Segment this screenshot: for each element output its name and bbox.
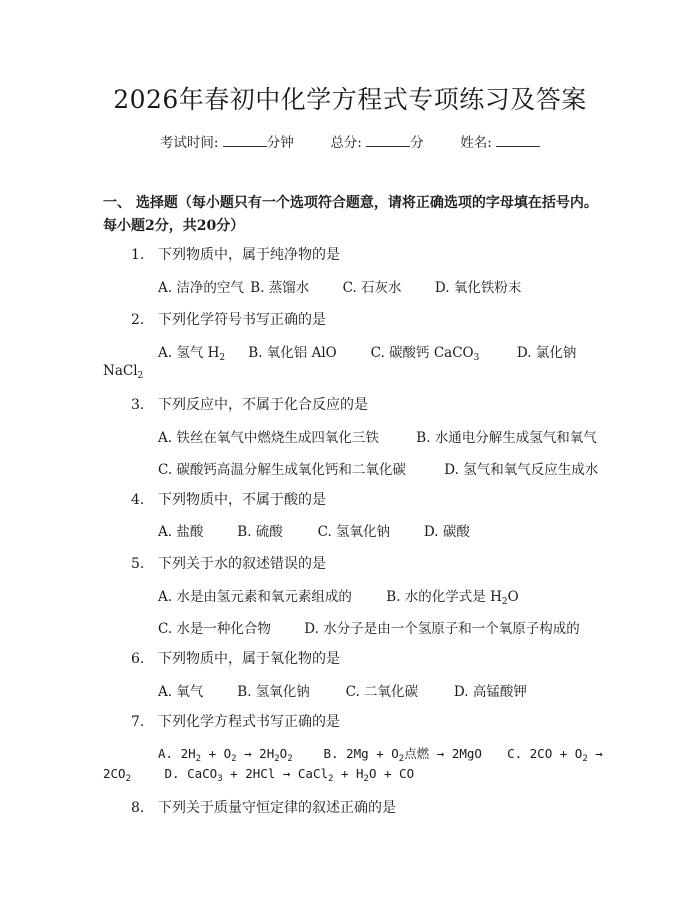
option-c[interactable]: C. 碳酸钙 CaCO$_3$ [370, 345, 480, 363]
section-heading [103, 192, 623, 238]
option-d[interactable]: D. 碳酸 [423, 524, 470, 540]
option-d[interactable]: D. CaCO$_3$ + 2HCl → CaCl$_2$ + $H_2O$ + CO [164, 766, 415, 784]
question-5-options-row2 [158, 617, 580, 637]
question-4: 4. 下列物质中，不属于酸的是 [131, 492, 326, 508]
option-a[interactable]: A. $2H_2 + O_2 \to 2H_2O_2$ [158, 746, 293, 764]
question-2: 2. 下列化学符号书写正确的是 [131, 312, 326, 328]
option-c[interactable]: C. 二氧化碳 [345, 684, 419, 700]
option-c[interactable]: C. 水是一种化合物 [158, 621, 271, 637]
option-b[interactable]: B. 氧化铝 AlO [248, 345, 337, 361]
option-b[interactable]: B. $2Mg + O_2$点燃 → 2MgO [323, 746, 482, 764]
option-c[interactable]: C. 氢氧化钠 [317, 524, 391, 540]
name-label: 姓名: [460, 135, 492, 151]
option-b[interactable]: B. 硫酸 [237, 524, 283, 540]
option-d[interactable]: D. 高锰酸钾 [453, 684, 527, 700]
question-7-options-row1 [158, 744, 603, 762]
option-d[interactable]: D. 氢气和氧气反应生成水 [444, 462, 599, 478]
score-blank[interactable] [366, 134, 410, 147]
option-d[interactable]: D. 氧化铁粉末 [434, 280, 522, 296]
question-1: 1. 下列物质中，属于纯净物的是 [131, 247, 340, 263]
option-c[interactable]: C. 碳酸钙高温分解生成氧化钙和二氧化碳 [158, 462, 406, 478]
question-8: 8. 下列关于质量守恒定律的叙述正确的是 [131, 800, 396, 816]
time-label: 考试时间: [159, 135, 219, 151]
option-c[interactable]: C. 石灰水 [342, 280, 402, 296]
option-d[interactable]: D. 氯化钠 [516, 345, 577, 361]
question-2-options [158, 341, 576, 361]
score-unit: 分 [410, 135, 424, 151]
option-c-cont: $2CO_2$ [103, 766, 131, 784]
option-a[interactable]: A. 盐酸 [158, 524, 204, 540]
option-a[interactable]: A. 水是由氢元素和氧元素组成的 [158, 589, 352, 605]
option-a[interactable]: A. 洁净的空气 [158, 280, 244, 296]
question-5-options-row1 [158, 585, 519, 605]
option-b[interactable]: B. 氢氧化钠 [237, 684, 310, 700]
question-3: 3. 下列反应中，不属于化合反应的是 [131, 397, 368, 413]
name-blank[interactable] [496, 134, 540, 147]
question-7-options-row2 [103, 766, 415, 784]
option-b[interactable]: B. 水通电分解生成氢气和氧气 [416, 430, 597, 446]
score-label: 总分: [330, 135, 362, 151]
option-b[interactable]: B. 水的化学式是 $H_2O$ [386, 589, 519, 607]
section-heading-line2: 每小题2分，共20分） [103, 218, 245, 234]
question-3-options-row2 [158, 458, 598, 478]
question-3-options-row1 [158, 426, 597, 446]
section-heading-line1: 一、 选择题（每小题只有一个选项符合题意，请将正确选项的字母填在括号内。 [103, 195, 598, 211]
option-a[interactable]: A. 氢气 $H_2$ [158, 345, 226, 363]
question-5: 5. 下列关于水的叙述错误的是 [131, 556, 326, 572]
option-a[interactable]: A. 氧气 [158, 684, 204, 700]
option-d[interactable]: D. 水分子是由一个氢原子和一个氧原子构成的 [304, 621, 580, 637]
option-b[interactable]: B. 蒸馏水 [250, 280, 310, 296]
question-7: 7. 下列化学方程式书写正确的是 [131, 714, 340, 730]
question-6-options [158, 680, 527, 700]
question-4-options [158, 520, 470, 540]
question-1-options [158, 276, 521, 296]
page-title: 2026年春初中化学方程式专项练习及答案 [113, 85, 587, 114]
time-unit: 分钟 [266, 135, 294, 151]
option-a[interactable]: A. 铁丝在氧气中燃烧生成四氧化三铁 [158, 430, 379, 446]
option-c[interactable]: C. $2CO + O_2$ → [507, 746, 603, 764]
question-2-option-d-cont: NaCl$_2$ [103, 363, 144, 381]
time-blank[interactable] [223, 134, 267, 147]
exam-info [0, 131, 700, 151]
question-6: 6. 下列物质中，属于氧化物的是 [131, 651, 340, 667]
